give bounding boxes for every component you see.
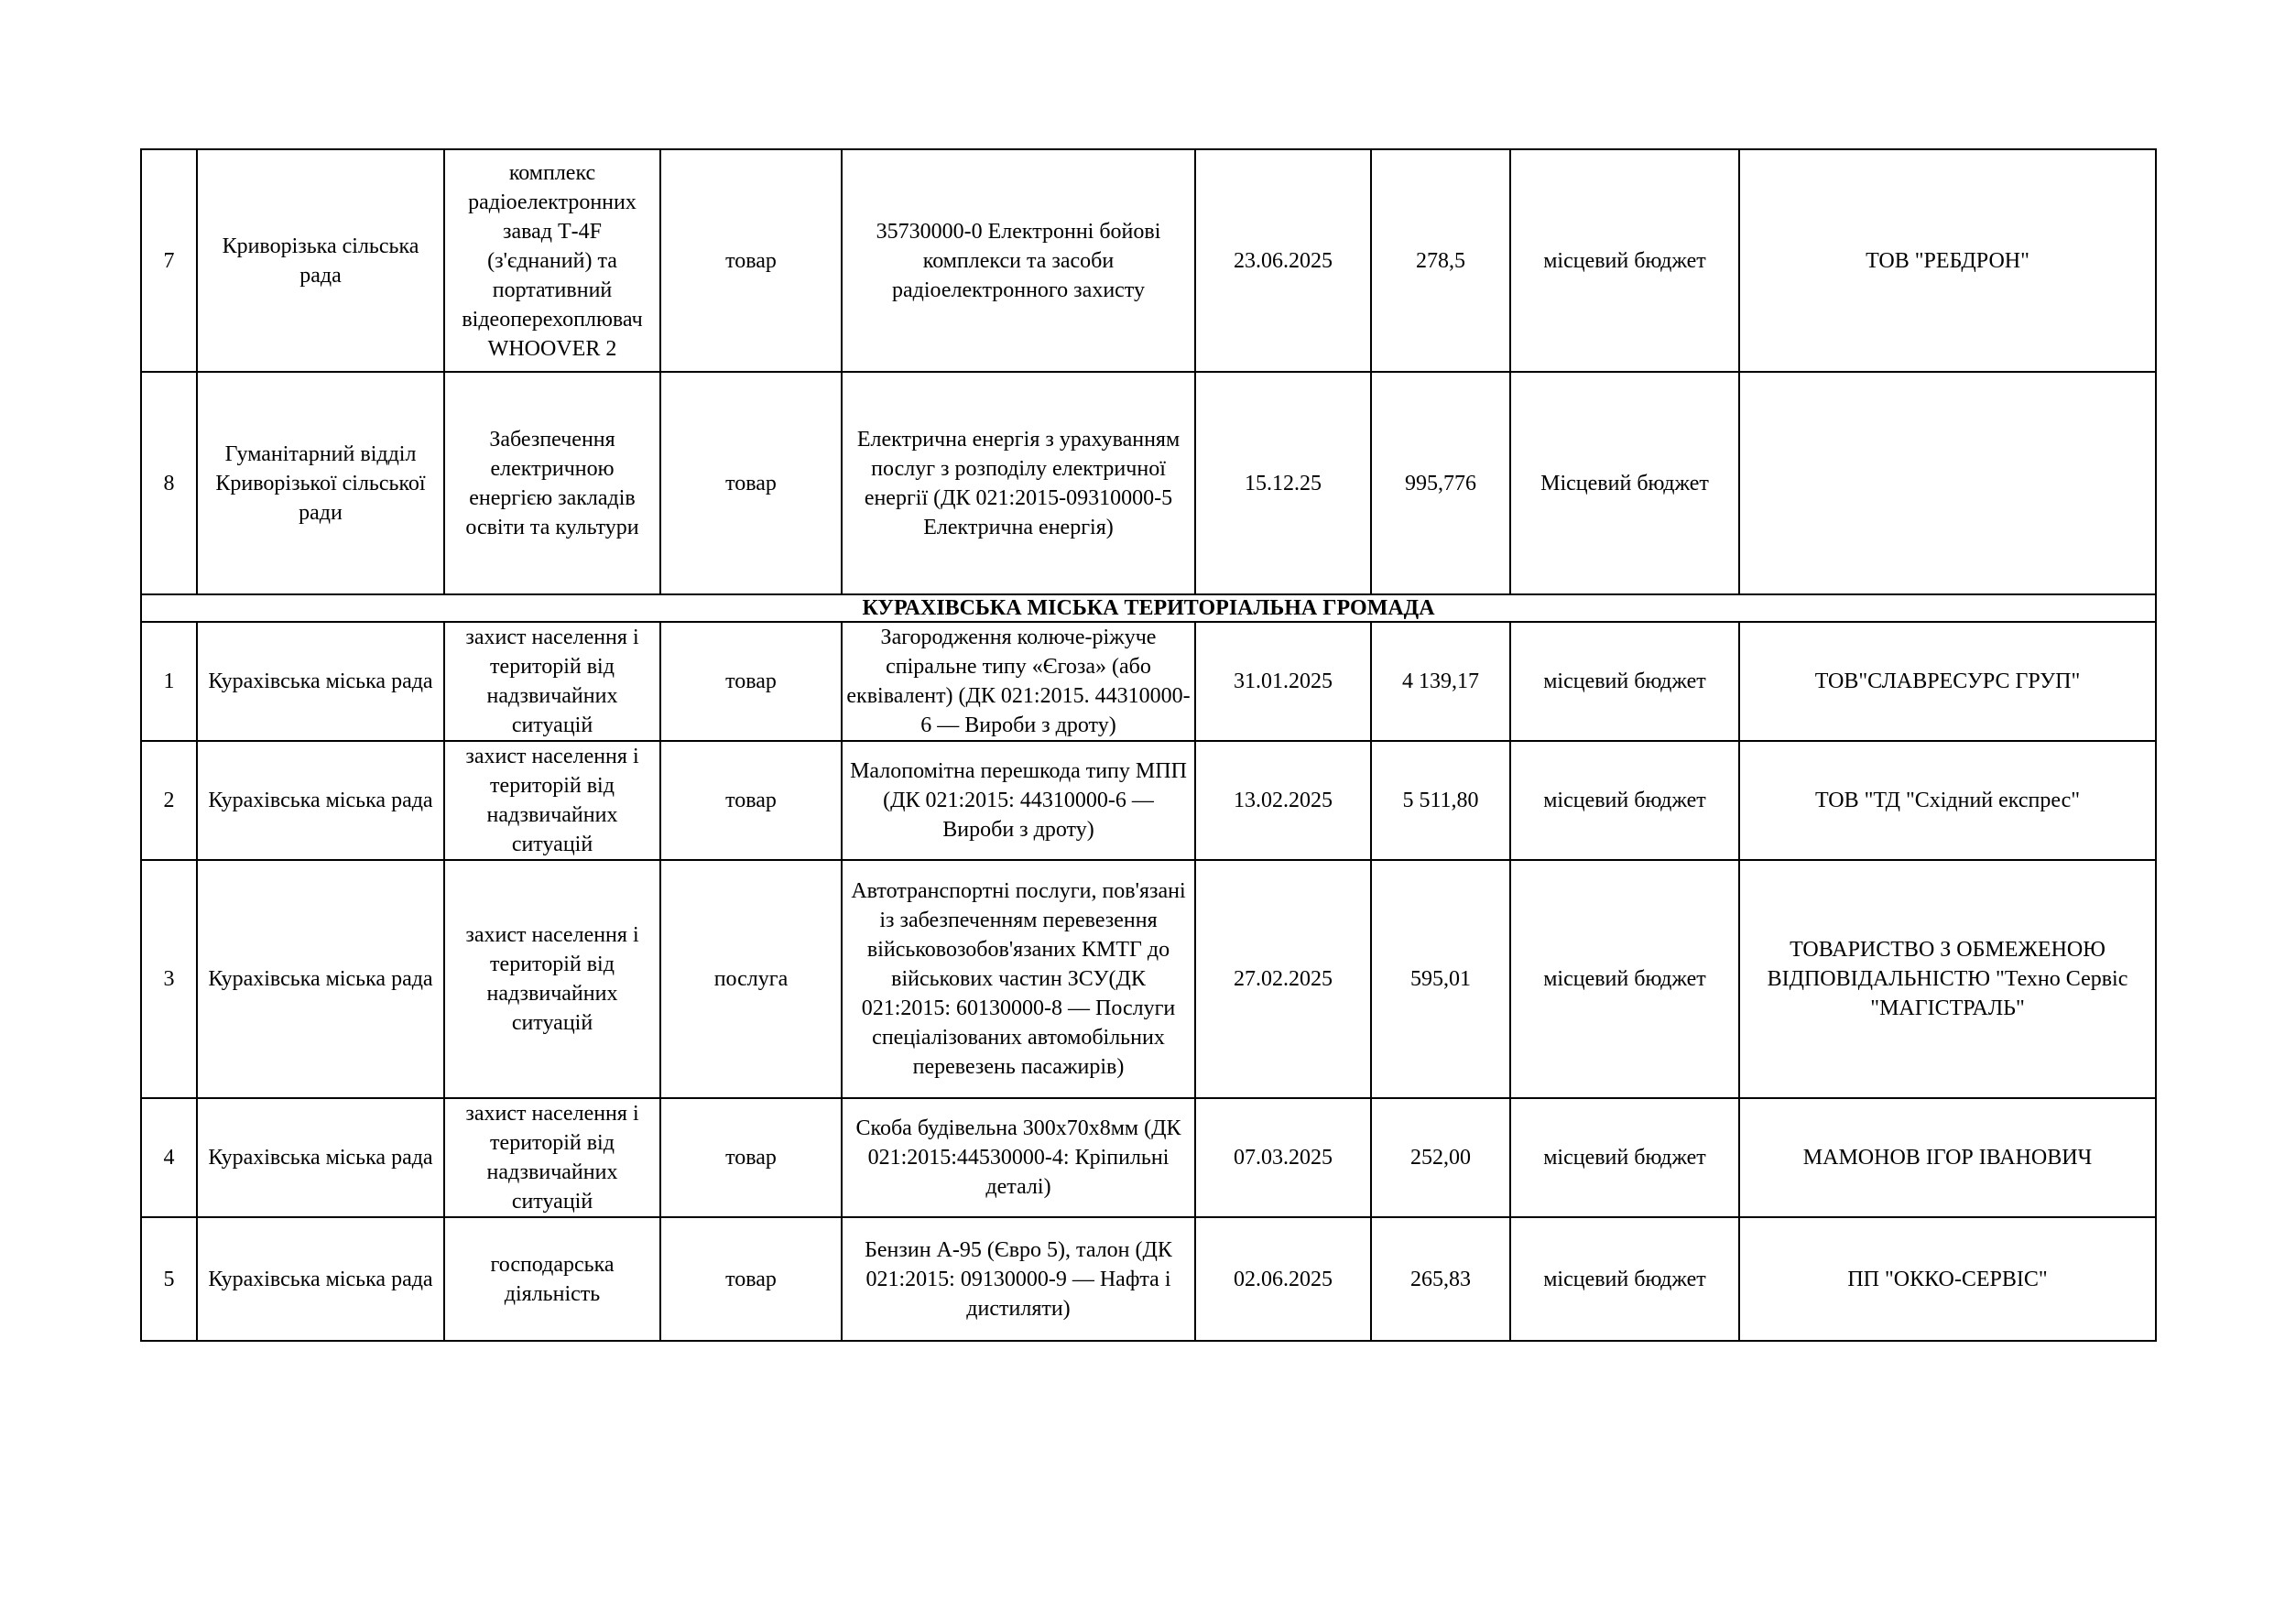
code-cell: Малопомітна перешкода типу МПП (ДК 021:2015: 44310000-6 — Вироби з дроту) xyxy=(842,741,1195,860)
code-cell: Скоба будівельна 300х70х8мм (ДК 021:2015:44530000-4: Кріпильні деталі) xyxy=(842,1098,1195,1217)
source-cell: місцевий бюджет xyxy=(1510,149,1739,372)
subject-cell: захист населення і територій від надзвичайних ситуацій xyxy=(444,860,660,1098)
contractor-cell: ТОВ"СЛАВРЕСУРС ГРУП" xyxy=(1739,622,2156,741)
contractor-cell: ТОВ "ТД "Східний експрес" xyxy=(1739,741,2156,860)
date-cell: 02.06.2025 xyxy=(1195,1217,1371,1341)
customer-cell: Криворізька сільська рада xyxy=(197,149,444,372)
source-cell: місцевий бюджет xyxy=(1510,1098,1739,1217)
table-row xyxy=(141,741,2156,860)
type-cell: товар xyxy=(660,741,842,860)
customer-cell: Курахівська міська рада xyxy=(197,1217,444,1341)
date-cell: 07.03.2025 xyxy=(1195,1098,1371,1217)
subject-cell: Забезпечення електричною енергією закладів освіти та культури xyxy=(444,372,660,594)
date-cell: 15.12.25 xyxy=(1195,372,1371,594)
row-number: 5 xyxy=(141,1217,197,1341)
date-cell: 31.01.2025 xyxy=(1195,622,1371,741)
row-number: 4 xyxy=(141,1098,197,1217)
row-number: 8 xyxy=(141,372,197,594)
contractor-cell: ПП "ОККО-СЕРВІС" xyxy=(1739,1217,2156,1341)
subject-cell: захист населення і територій від надзвичайних ситуацій xyxy=(444,741,660,860)
source-cell: місцевий бюджет xyxy=(1510,622,1739,741)
contractor-cell: МАМОНОВ ІГОР ІВАНОВИЧ xyxy=(1739,1098,2156,1217)
customer-cell: Курахівська міська рада xyxy=(197,1098,444,1217)
source-cell: Місцевий бюджет xyxy=(1510,372,1739,594)
section-header-row xyxy=(141,594,2156,622)
procurement-table-page xyxy=(140,148,2157,1342)
type-cell: товар xyxy=(660,1217,842,1341)
amount-cell: 5 511,80 xyxy=(1371,741,1510,860)
table-row xyxy=(141,1217,2156,1341)
type-cell: товар xyxy=(660,149,842,372)
subject-cell: господарська діяльність xyxy=(444,1217,660,1341)
date-cell: 13.02.2025 xyxy=(1195,741,1371,860)
table-row xyxy=(141,149,2156,372)
source-cell: місцевий бюджет xyxy=(1510,860,1739,1098)
contractor-cell xyxy=(1739,372,2156,594)
contractor-cell: ТОВАРИСТВО З ОБМЕЖЕНОЮ ВІДПОВІДАЛЬНІСТЮ "Техно Сервіс "МАГІСТРАЛЬ" xyxy=(1739,860,2156,1098)
amount-cell: 252,00 xyxy=(1371,1098,1510,1217)
table-row xyxy=(141,1098,2156,1217)
code-cell: Електрична енергія з урахуванням послуг з розподілу електричної енергії (ДК 021:2015-09310000-5 Електрична енергія) xyxy=(842,372,1195,594)
amount-cell: 4 139,17 xyxy=(1371,622,1510,741)
code-cell: Автотранспортні послуги, пов'язані із забезпеченням перевезення військовозобов'язаних КМТГ до військових частин ЗСУ(ДК 021:2015: 60130000-8 — Послуги спеціалізованих автомобільних перевезень пасажирів) xyxy=(842,860,1195,1098)
table-row xyxy=(141,372,2156,594)
subject-cell: комплекс радіоелектронних завад Т-4F (з'єднаний) та портативний відеоперехоплювач WHOOVER 2 xyxy=(444,149,660,372)
type-cell: товар xyxy=(660,1098,842,1217)
subject-cell: захист населення і територій від надзвичайних ситуацій xyxy=(444,622,660,741)
amount-cell: 595,01 xyxy=(1371,860,1510,1098)
date-cell: 23.06.2025 xyxy=(1195,149,1371,372)
row-number: 3 xyxy=(141,860,197,1098)
date-cell: 27.02.2025 xyxy=(1195,860,1371,1098)
customer-cell: Гуманітарний відділ Криворізької сільської ради xyxy=(197,372,444,594)
amount-cell: 995,776 xyxy=(1371,372,1510,594)
customer-cell: Курахівська міська рада xyxy=(197,622,444,741)
code-cell: 35730000-0 Електронні бойові комплекси та засоби радіоелектронного захисту xyxy=(842,149,1195,372)
row-number: 2 xyxy=(141,741,197,860)
table-row xyxy=(141,622,2156,741)
amount-cell: 265,83 xyxy=(1371,1217,1510,1341)
customer-cell: Курахівська міська рада xyxy=(197,741,444,860)
contractor-cell: ТОВ "РЕБДРОН" xyxy=(1739,149,2156,372)
subject-cell: захист населення і територій від надзвичайних ситуацій xyxy=(444,1098,660,1217)
code-cell: Загородження колюче-ріжуче спіральне типу «Єгоза» (або еквівалент) (ДК 021:2015. 44310000-6 — Вироби з дроту) xyxy=(842,622,1195,741)
type-cell: товар xyxy=(660,372,842,594)
customer-cell: Курахівська міська рада xyxy=(197,860,444,1098)
row-number: 1 xyxy=(141,622,197,741)
amount-cell: 278,5 xyxy=(1371,149,1510,372)
source-cell: місцевий бюджет xyxy=(1510,741,1739,860)
procurement-table xyxy=(140,148,2157,1342)
row-number: 7 xyxy=(141,149,197,372)
table-row xyxy=(141,860,2156,1098)
section-title: КУРАХІВСЬКА МІСЬКА ТЕРИТОРІАЛЬНА ГРОМАДА xyxy=(141,594,2156,622)
code-cell: Бензин А-95 (Євро 5), талон (ДК 021:2015: 09130000-9 — Нафта і дистиляти) xyxy=(842,1217,1195,1341)
type-cell: послуга xyxy=(660,860,842,1098)
type-cell: товар xyxy=(660,622,842,741)
source-cell: місцевий бюджет xyxy=(1510,1217,1739,1341)
